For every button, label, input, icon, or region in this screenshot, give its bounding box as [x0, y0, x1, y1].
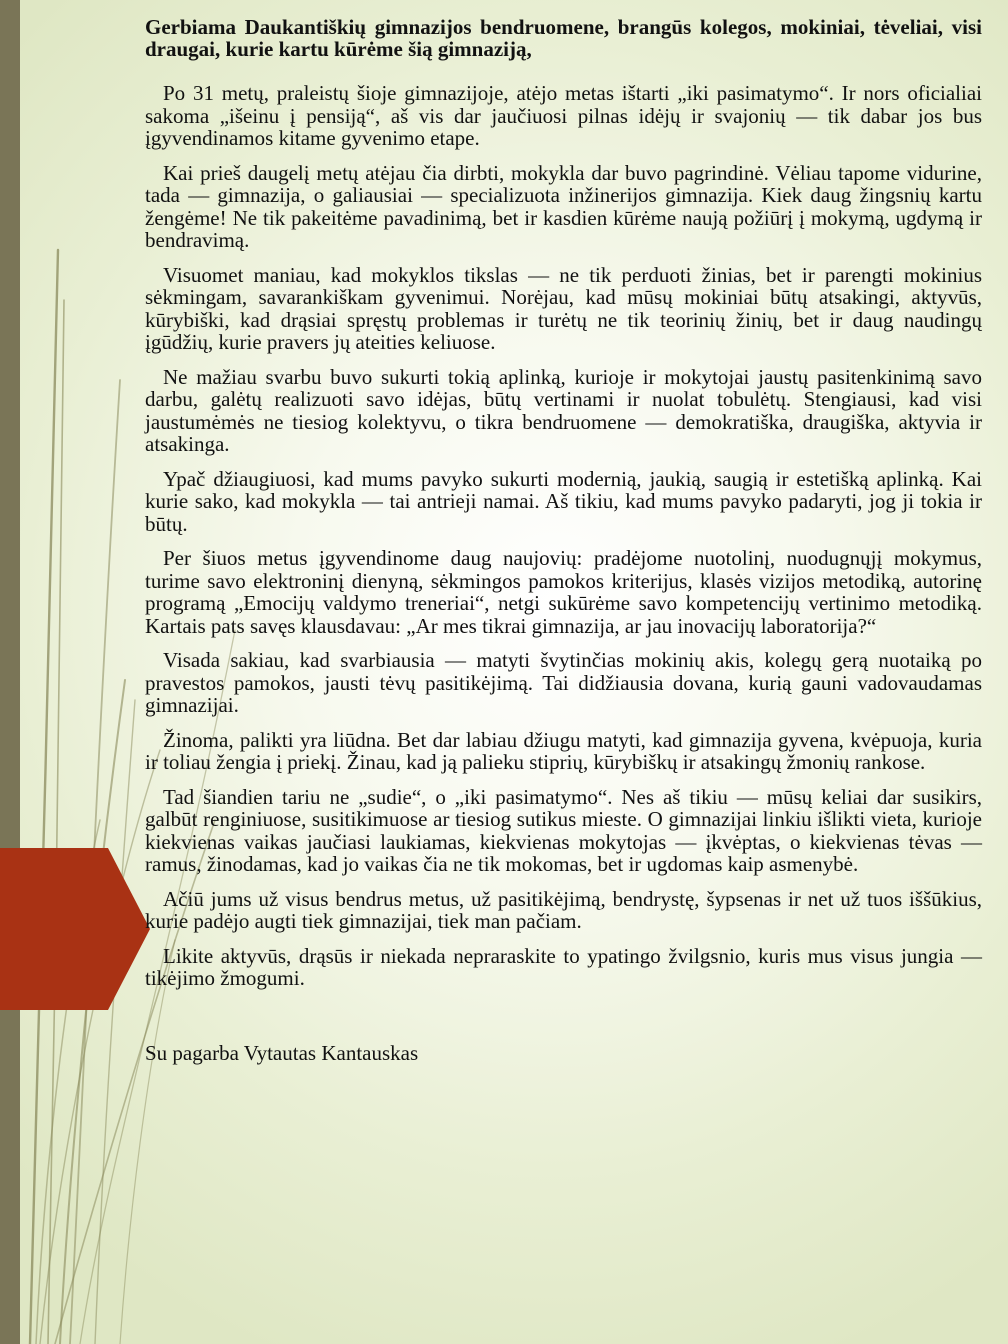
letter-salutation: Gerbiama Daukantiškių gimnazijos bendruomene, brangūs kolegos, mokiniai, tėveliai, visi draugai, kurie kartu kūrėme šią gimnaziją,: [145, 15, 982, 61]
paragraph-10: Ačiū jums už visus bendrus metus, už pasitikėjimą, bendrystę, šypsenas ir net už tuos iššūkius, kurie padėjo augti tiek gimnazijai, tiek man pačiam.: [145, 886, 982, 933]
paragraph-5: Ypač džiaugiuosi, kad mums pavyko sukurti modernią, jaukią, saugią ir estetišką aplinką. Kai kurie sako, kad mokykla — tai antrieji namai. Aš tikiu, kad mums pavyko padaryti, jog ji tokia ir būtų.: [145, 466, 982, 536]
paragraph-2: Kai prieš daugelį metų atėjau čia dirbti, mokykla dar buvo pagrindinė. Vėliau tapome vidurine, tada — gimnazija, o galiausiai — specializuota inžinerijos gimnazija. Kiek daug žingsnių kartu žengėme! Ne tik pakeitėme pavadinimą, bet ir kasdien kūrėme naują požiūrį į mokymą, ugdymą ir bendravimą.: [145, 160, 982, 252]
letter-signature: Su pagarba Vytautas Kantauskas: [145, 1040, 419, 1065]
red-pentagon-shape: [0, 848, 150, 1010]
paragraph-3: Visuomet maniau, kad mokyklos tikslas — ne tik perduoti žinias, bet ir parengti mokinius sėkmingam, savarankiškam gyvenimui. Norėjau, kad mūsų mokiniai būtų atsakingi, aktyvūs, kūrybiški, kad drąsiai spręstų problemas ir turėtų ne tik teorinių žinių, bet ir daug naudingų įgūdžių, kurie pravers jų ateities keliuose.: [145, 262, 982, 354]
paragraph-11: Likite aktyvūs, drąsūs ir niekada nepraraskite to ypatingo žvilgsnio, kuris mus visus jungia — tikėjimo žmogumi.: [145, 943, 982, 990]
paragraph-4: Ne mažiau svarbu buvo sukurti tokią aplinką, kurioje ir mokytojai jaustų pasitenkinimą savo darbu, galėtų realizuoti savo idėjas, būtų vertinami ir nuolat tobulėtų. Stengiausi, kad visi jaustumėmės ne tiesiog kolektyvu, o tikra bendruomene — demokratiška, draugiška, aktyvia ir atsakinga.: [145, 364, 982, 456]
paragraph-6: Per šiuos metus įgyvendinome daug naujovių: pradėjome nuotolinį, nuodugnųjį mokymus, turime savo elektroninį dienyną, sėkmingos pamokos kriterijus, klasės vizijos metodiką, autorinę programą „Emocijų valdymo treneriai“, netgi sukūrėme savo kompetencijų vertinimo metodiką. Kartais pats savęs klausdavau: „Ar mes tikrai gimnazija, ar jau inovacijų laboratorija?“: [145, 546, 982, 638]
paragraph-8: Žinoma, palikti yra liūdna. Bet dar labiau džiugu matyti, kad gimnazija gyvena, kvėpuoja, kuria ir toliau žengia į priekį. Žinau, kad ją palieku stiprių, kūrybiškų ir atsakingų žmonių rankose.: [145, 727, 982, 774]
paragraph-1: Po 31 metų, praleistų šioje gimnazijoje, atėjo metas ištarti „iki pasimatymo“. Ir nors oficialiai sakoma „išeinu į pensiją“, aš vis dar jaučiuosi pilnas idėjų ir svajonių — tik dabar jos bus įgyvendinamos kitame gyvenimo etape.: [145, 81, 982, 150]
letter-body: [145, 16, 982, 1064]
paragraph-9: Tad šiandien tariu ne „sudie“, o „iki pasimatymo“. Nes aš tikiu — mūsų keliai dar susikirs, galbūt renginiuose, susitikimuose ar tiesiog sutikus mieste. O gimnazijai linkiu išlikti vieta, kurioje kiekvienas vaikas jaučiasi laukiamas, kiekvienas mokytojas — įkvėptas, o kiekvienas tėvas — ramus, žinodamas, kad jo vaikas čia ne tik mokomas, bet ir ugdomas kaip asmenybė.: [145, 784, 982, 876]
left-accent-bar: [0, 0, 20, 1344]
paragraph-7: Visada sakiau, kad svarbiausia — matyti švytinčias mokinių akis, kolegų gerą nuotaiką po pravestos pamokos, jausti tėvų pasitikėjimą. Tai didžiausia dovana, kurią gauni vadovaudamas gimnazijai.: [145, 648, 982, 717]
